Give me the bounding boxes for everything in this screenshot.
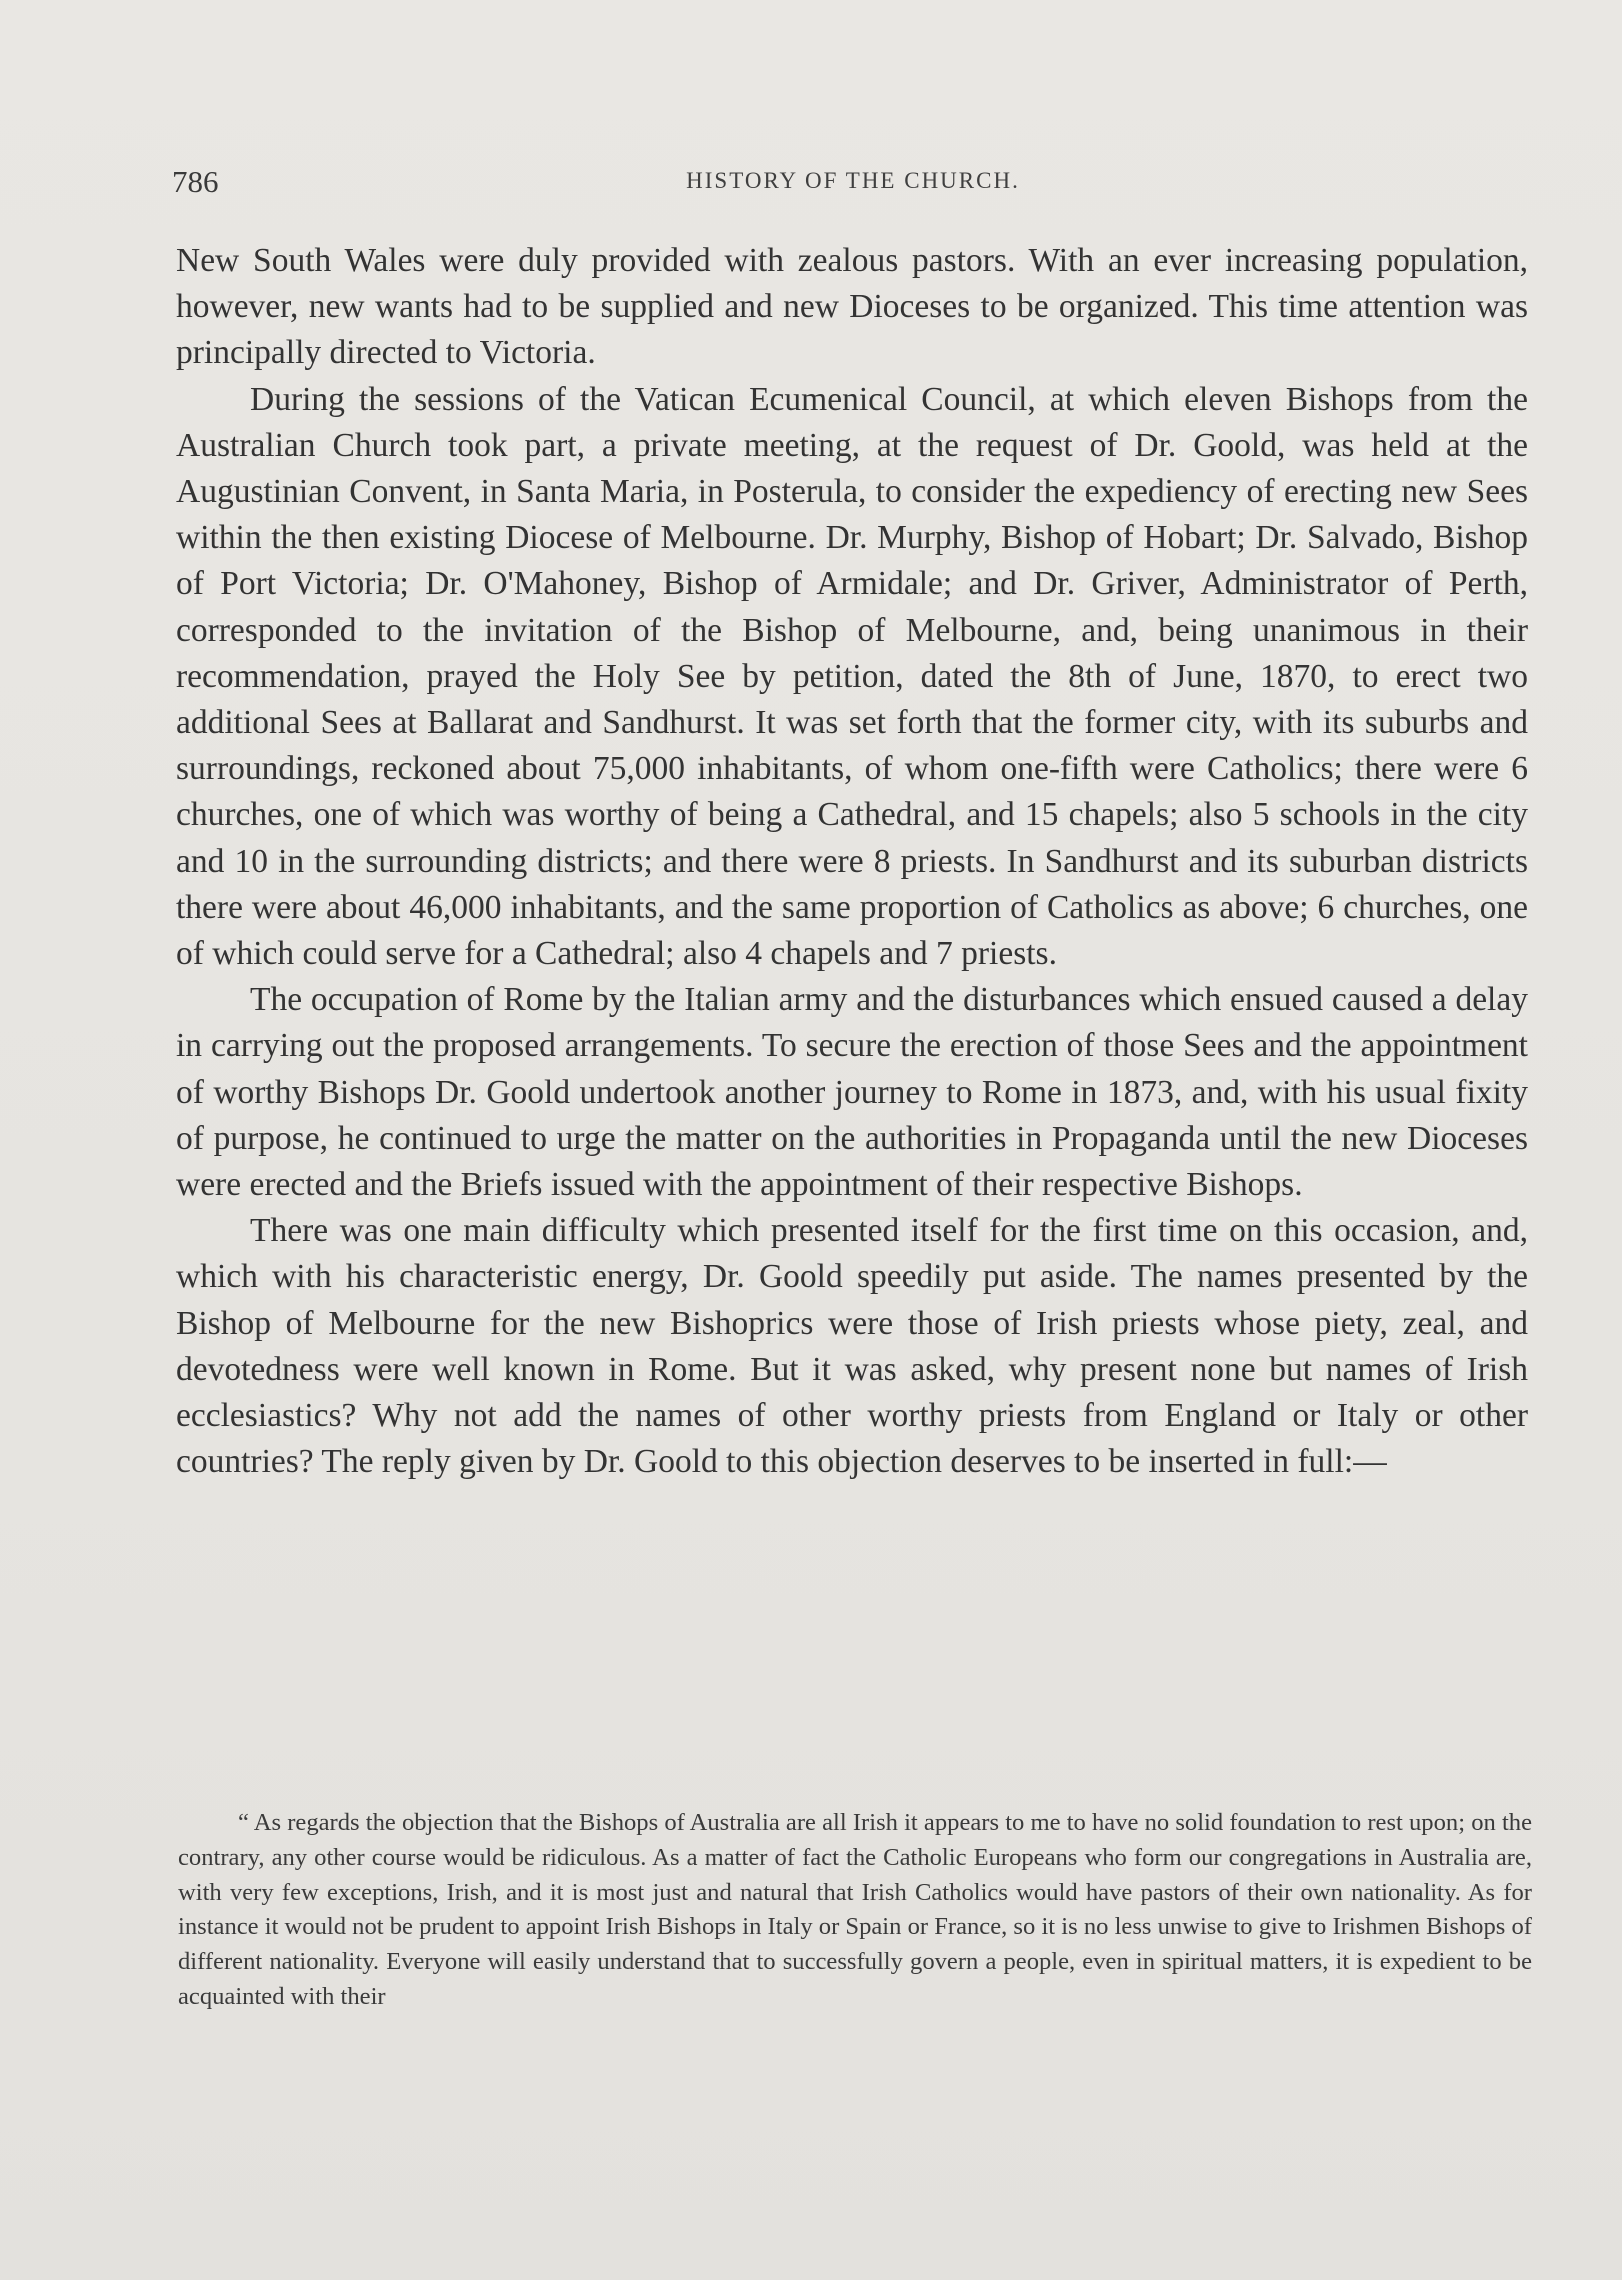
paragraph-vatican-council: During the sessions of the Vatican Ecumenical Council, at which eleven Bishops from the Australian Church took part, a private meeting, at the request of Dr. Goold, was held at the Augustinian Convent, in Santa Maria, in Posterula, to consider the expediency of erecting new Sees within the then existing Diocese of Melbourne. Dr. Murphy, Bishop of Hobart; Dr. Salvado, Bishop of Port Victoria; Dr. O'Mahoney, Bishop of Armidale; and Dr. Griver, Administrator of Perth, corresponded to the invitation of the Bishop of Melbourne, and, being unanimous in their recommendation, prayed the Holy See by petition, dated the 8th of June, 1870, to erect two additional Sees at Ballarat and Sandhurst. It was set forth that the former city, with its suburbs and surroundings, reckoned about 75,000 inhabitants, of whom one-fifth were Catholics; there were 6 churches, one of which was worthy of being a Cathedral, and 15 chapels; also 5 schools in the city and 10 in the surrounding districts; and there were 8 priests. In Sandhurst and its suburban districts there were about 46,000 inhabitants, and the same proportion of Catholics as above; 6 churches, one of which could serve for a Cathedral; also 4 chapels and 7 priests. bbox=[176, 380, 1528, 973]
paragraph-main-difficulty: There was one main difficulty which presented itself for the first time on this occasion, and, which with his characteristic energy, Dr. Goold speedily put aside. The names presented by the Bishop of Melbourne for the new Bishoprics were those of Irish priests whose piety, zeal, and devotedness were well known in Rome. But it was asked, why present none but names of Irish ecclesiastics? Why not add the names of other worthy priests from England or Italy or other countries? The reply given by Dr. Goold to this objection deserves to be inserted in full:— bbox=[176, 1212, 1528, 1481]
block-quotation bbox=[178, 1806, 1532, 2015]
page-header bbox=[172, 164, 1534, 208]
paragraph-occupation-of-rome: The occupation of Rome by the Italian army and the disturbances which ensued caused a delay in carrying out the proposed arrangements. To secure the erection of those Sees and the appointment of worthy Bishops Dr. Goold undertook another journey to Rome in 1873, and, with his usual fixity of purpose, he continued to urge the matter on the authorities in Propaganda until the new Dioceses were erected and the Briefs issued with the appointment of their respective Bishops. bbox=[176, 981, 1528, 1204]
body-text bbox=[176, 238, 1528, 1485]
page-number: 786 bbox=[172, 164, 219, 199]
running-head: HISTORY OF THE CHURCH. bbox=[686, 168, 1020, 193]
paragraph-continuation: New South Wales were duly provided with zealous pastors. With an ever increasing population, however, new wants had to be supplied and new Dioceses to be organized. This time attention was principally directed to Victoria. bbox=[176, 242, 1528, 372]
quotation-text: “ As regards the objection that the Bishops of Australia are all Irish it appears to me to have no solid foundation to rest upon; on the contrary, any other course would be ridiculous. As a matter of fact the Catholic Europeans who form our congregations in Australia are, with very few exceptions, Irish, and it is most just and natural that Irish Catholics would have pastors of their own nationality. As for instance it would not be prudent to appoint Irish Bishops in Italy or Spain or France, so it is no less unwise to give to Irishmen Bishops of different nationality. Everyone will easily understand that to successfully govern a people, even in spiritual matters, it is expedient to be acquainted with their bbox=[178, 1809, 1532, 2010]
